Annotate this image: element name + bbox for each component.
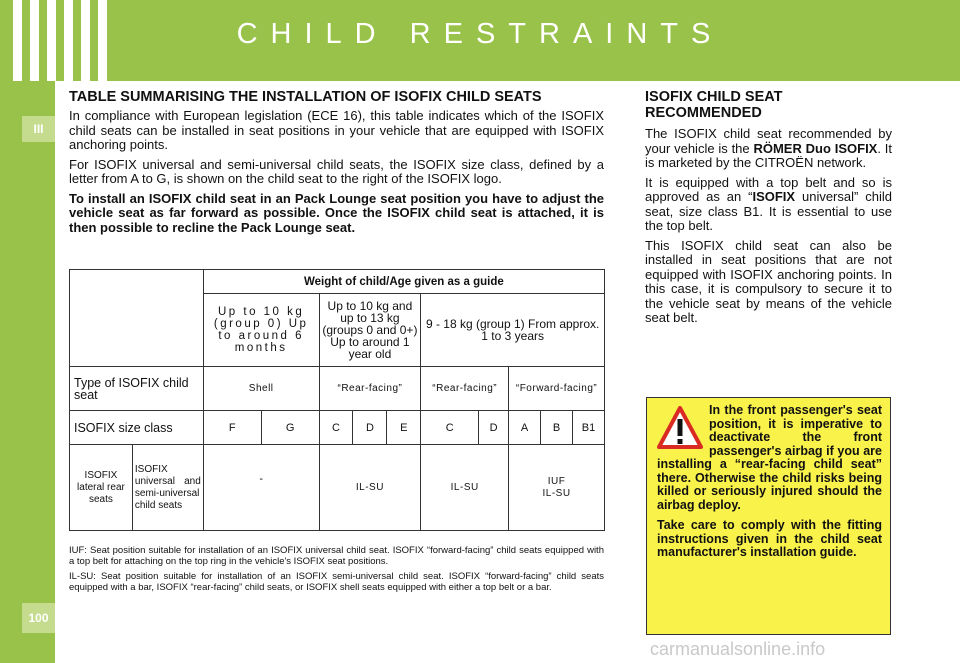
table-notes: [69, 546, 604, 598]
section-heading: TABLE SUMMARISING THE INSTALLATION OF ISOFIX CHILD SEATS: [69, 89, 542, 105]
text-span: . It is marketed by the CITROËN network.: [645, 140, 893, 170]
size-cell: C: [421, 411, 479, 445]
size-cell: F: [203, 411, 261, 445]
recommended-paragraph-2: [645, 176, 892, 234]
main-content: [69, 89, 604, 240]
size-cell: D: [353, 411, 387, 445]
isofix-table: [69, 269, 605, 531]
recommended-paragraph-1: [645, 127, 892, 171]
size-cell: G: [261, 411, 319, 445]
warning-box: [646, 397, 891, 635]
left-sidebar: [0, 81, 55, 663]
warning-triangle-icon: [657, 406, 703, 450]
value-shell: -: [203, 445, 319, 531]
watermark: carmanualsonline.info: [650, 639, 826, 659]
type-shell: Shell: [203, 367, 319, 411]
recommended-paragraph-3: This ISOFIX child seat can also be installed in seat positions that are not equipped with ISOFIX anchoring points. In this case, it is compulsory to secure it to the vehicle seat by means of the vehicle seat belt.: [645, 237, 892, 325]
header-stripe: [98, 0, 107, 81]
size-cell: E: [387, 411, 421, 445]
value-rear-facing-2: IL-SU: [421, 445, 509, 531]
header-stripe: [47, 0, 56, 81]
type-label: Type of ISOFIX child seat: [70, 367, 204, 411]
group-0-header: Up to 10 kg (group 0) Up to around 6 months: [203, 294, 319, 367]
paragraph-size-class: For ISOFIX universal and semi-universal child seats, the ISOFIX size class, defined by a letter from A to G, is shown on the child seat to the right of the ISOFIX logo.: [69, 156, 604, 186]
row-label-lateral-rear: ISOFIX lateral rear seats: [70, 445, 133, 531]
weight-header: Weight of child/Age given as a guide: [203, 270, 604, 294]
value-iuf: IUF: [547, 475, 566, 487]
table-corner-cell: [70, 270, 204, 367]
size-cell: A: [509, 411, 541, 445]
group-1-header: 9 - 18 kg (group 1) From approx. 1 to 3 years: [421, 294, 605, 367]
size-cell: B: [541, 411, 573, 445]
size-cell: D: [479, 411, 509, 445]
header-stripe: [13, 0, 22, 81]
row-label-universal: ISOFIX universal and semi-universal child seats: [132, 445, 203, 531]
group-0plus-header: Up to 10 kg and up to 13 kg (groups 0 and 0+) Up to around 1 year old: [319, 294, 421, 367]
text-span: It is equipped with a top belt and so is approved as an “: [645, 174, 892, 204]
header-stripe: [30, 0, 39, 81]
size-cell: C: [319, 411, 353, 445]
value-rear-facing-1: IL-SU: [319, 445, 421, 531]
note-iuf: IUF: Seat position suitable for installation of an ISOFIX universal child seat. ISOFIX “forward-facing” child seats equipped with a top belt for attaching on the top ring in the vehicle's ISOFIX seat positions.: [69, 545, 604, 567]
warning-text-airbag: In the front passenger's seat position, it is imperative to deactivate the front passenger's airbag if you are installing a “rear-facing child seat” there. Otherwise the child risks being killed or seriously injured should the airbag deploy.: [657, 403, 882, 512]
page-title: CHILD RESTRAINTS: [236, 18, 724, 50]
note-il-su: IL-SU: Seat position suitable for installation of an ISOFIX semi-universal child seat. ISOFIX “forward-facing” child seats equipped with a bar, ISOFIX “rear-facing” child seats, or ISOFIX shell seats equipped with either a top belt or a bar.: [69, 571, 604, 593]
paragraph-pack-lounge: To install an ISOFIX child seat in an Pack Lounge seat position you have to adjust the vehicle seat as far forward as possible. Once the ISOFIX child seat is attached, it is then possible to recline the Pack Lounge seat.: [69, 190, 604, 235]
right-column: [645, 89, 892, 331]
recommended-heading: ISOFIX CHILD SEAT RECOMMENDED: [645, 89, 783, 121]
page-number: 100: [22, 603, 55, 633]
header-stripe: [81, 0, 90, 81]
chapter-tab[interactable]: III: [22, 116, 55, 142]
size-cell: B1: [572, 411, 604, 445]
size-class-label: ISOFIX size class: [70, 411, 204, 445]
header-bar: [0, 0, 960, 81]
isofix-bold: ISOFIX: [752, 189, 796, 204]
value-forward-facing: [509, 445, 605, 531]
warning-text-instructions: Take care to comply with the fitting instructions given in the child seat manufacturer's installation guide.: [657, 518, 882, 559]
value-il-su: IL-SU: [542, 487, 571, 499]
seat-model-name: RÖMER Duo ISOFIX: [753, 140, 878, 156]
type-rear-facing-2: “Rear-facing”: [421, 367, 509, 411]
text-span: universal” child seat, size class B1. It is essential to use the top belt.: [645, 189, 892, 233]
paragraph-intro: In compliance with European legislation (ECE 16), this table indicates which of the ISOFIX child seats can be installed in seat positions in your vehicle that are equipped with ISOFIX anchoring points.: [69, 108, 604, 152]
type-rear-facing-1: “Rear-facing”: [319, 367, 421, 411]
header-stripe: [64, 0, 73, 81]
type-forward-facing: “Forward-facing”: [509, 367, 605, 411]
text-span: The ISOFIX child seat recommended by your vehicle is the: [645, 126, 892, 156]
